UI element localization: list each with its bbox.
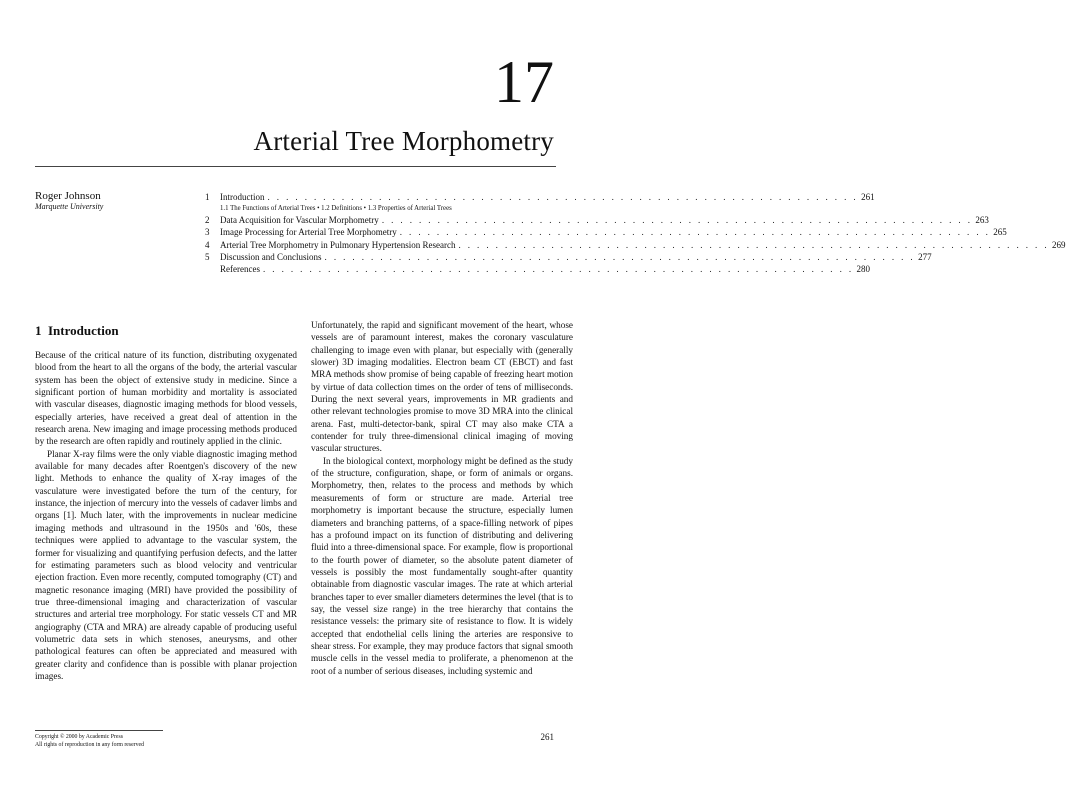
toc-leader-dots: . . . . . . . . . . . . . . . . . . . . . . . . . . . . . . . . . . . . . . . . . . . . . . . . . . . . . . . . . . . . . . . . bbox=[399, 227, 991, 238]
section-heading bbox=[35, 323, 297, 339]
toc-leader-dots: . . . . . . . . . . . . . . . . . . . . . . . . . . . . . . . . . . . . . . . . . . . . . . . . . . . . . . . . . . . . . . . . bbox=[458, 239, 1050, 250]
toc-entry-page: 265 bbox=[993, 227, 1007, 238]
toc-entry-number: 3 bbox=[205, 227, 210, 238]
author-affiliation: Marquette University bbox=[35, 202, 104, 211]
paragraph: Planar X-ray films were the only viable diagnostic imaging method available for many decades after Roentgen's discovery of the new light. Methods to enhance the quality of X-ray images of the vasculature were investigated before the turn of the century, for instance, the injection of mercury into the vessels of cadaver limbs and organs [1]. Much later, with the improvements in nuclear medicine imaging methods and ultrasound in the 1950s and '60s, these techniques were applied to advantage to the vascular system, the former for visualizing and quantifying perfusion defects, and the latter for estimating parameters such as blood velocity and ventricular ejection fraction. Even more recently, computed tomography (CT) and magnetic resonance imaging (MRI) have provided the possibility of true three-dimensional imaging and characterization of vascular structures and arterial tree morphology. For static vessels CT and MR angiography (CTA and MRA) are already capable of producing useful volumetric data sets in which stenoses, aneurysms, and other pathological features can often be appreciated and measured with greater clarity and confidence than is possible with planar projection images. bbox=[35, 448, 297, 681]
paragraph: In the biological context, morphology might be defined as the study of the structure, configuration, shape, or form of animals or organs. Morphometry, then, relates to the process and methods by which measurements of form or structure are made. Arterial tree morphometry is important because the structure, especially lumen diameters and branching patterns, of a space-filling network of pipes has a profound impact on its function of distributing and delivering fluid into a three-dimensional space. For example, flow is proportional to the fourth power of diameter, so the absolute patent diameter of vessels is possibly the most fundamentally sought-after quantity obtainable from diagnostic vascular images. The rate at which arterial branches taper to ever smaller diameters determines the level (that is to say, the vessel size range) in the tree hierarchy that contains the resistance vessels: the primary site of resistance to flow. It is widely accepted that endothelial cells lining the arteries are responsive to shear stress. For example, they may produce factors that signal smooth muscle cells in the vessel media to proliferate, a phenomenon at the root of a number of serious diseases, including systemic and bbox=[311, 455, 573, 676]
toc-entry bbox=[205, 239, 1066, 251]
table-of-contents bbox=[205, 191, 1066, 275]
toc-entry-label: Arterial Tree Morphometry in Pulmonary Hypertension Research bbox=[220, 239, 456, 250]
copyright-notice bbox=[35, 734, 144, 749]
toc-entry-label: Introduction bbox=[220, 192, 265, 202]
toc-leader-dots: . . . . . . . . . . . . . . . . . . . . . . . . . . . . . . . . . . . . . . . . . . . . . . . . . . . . . . . . . . . . . . . . bbox=[381, 215, 973, 226]
toc-entry-number: 4 bbox=[205, 239, 210, 250]
author-name: Roger Johnson bbox=[35, 190, 101, 202]
section-title: Introduction bbox=[48, 323, 119, 338]
toc-leader-dots: . . . . . . . . . . . . . . . . . . . . . . . . . . . . . . . . . . . . . . . . . . . . . . . . . . . . . . . . . . . . . . . . bbox=[324, 251, 916, 262]
rights-line: All rights of reproduction in any form reserved bbox=[35, 741, 144, 748]
toc-entry bbox=[205, 226, 1007, 238]
toc-entry bbox=[205, 214, 989, 226]
toc-entry-label: Image Processing for Arterial Tree Morphometry bbox=[220, 227, 397, 238]
toc-entry-page: 263 bbox=[975, 215, 989, 226]
toc-entry-page: 269 bbox=[1052, 239, 1066, 250]
author-block bbox=[35, 190, 103, 212]
toc-entry bbox=[205, 191, 875, 203]
toc-entry-label: Data Acquisition for Vascular Morphometry bbox=[220, 215, 379, 226]
toc-leader-dots: . . . . . . . . . . . . . . . . . . . . . . . . . . . . . . . . . . . . . . . . . . . . . . . . . . . . . . . . . . . . . . . . bbox=[267, 192, 859, 202]
toc-entry-label: References bbox=[220, 263, 260, 274]
chapter-title: Arterial Tree Morphometry bbox=[253, 126, 554, 156]
paragraph: Unfortunately, the rapid and significant movement of the heart, whose vessels are of paramount interest, makes the coronary vasculature challenging to image even with planar, but especially with (generally slower) 3D imaging modalities. Electron beam CT (EBCT) and fast MRA methods show promise of being capable of freezing heart motion by virtue of data collection times on the order of tens of milliseconds. During the next several years, improvements in MR gradients and other relevant technologies promise to move 3D MRA into the clinical arena. Fast, multi-detector-bank, spiral CT may also make CTA a contender for truly three-dimensional clinical imaging of moving vascular structures. bbox=[311, 320, 573, 454]
toc-entry-page: 261 bbox=[861, 192, 875, 202]
section-number: 1 bbox=[35, 323, 42, 338]
toc-entry-page: 277 bbox=[918, 251, 932, 262]
toc-leader-dots: . . . . . . . . . . . . . . . . . . . . . . . . . . . . . . . . . . . . . . . . . . . . . . . . . . . . . . . . . . . . . . . . bbox=[262, 263, 854, 274]
title-divider bbox=[35, 166, 556, 167]
body-column-right bbox=[311, 319, 573, 677]
toc-entry-number: 5 bbox=[205, 251, 210, 262]
toc-entry-number: 2 bbox=[205, 215, 210, 226]
toc-entry-label: Discussion and Conclusions bbox=[220, 251, 322, 262]
chapter-number: 17 bbox=[494, 49, 554, 115]
toc-subentries: 1.1 The Functions of Arterial Trees • 1.2 Definitions • 1.3 Properties of Arterial Trees bbox=[220, 205, 452, 213]
copyright-line: Copyright © 2000 by Academic Press bbox=[35, 734, 123, 740]
footer-divider bbox=[35, 730, 163, 731]
paragraph: Because of the critical nature of its function, distributing oxygenated blood from the heart to all the organs of the body, the arterial vascular system has been the object of extensive study in medicine. Since a significant portion of human morbidity and mortality is associated with vascular diseases, diagnostic imaging methods for blood vessels, especially arteries, have received a great deal of attention in the research arena. New imaging and image processing methods produced by the research are often rapidly and routinely applied in the clinic. bbox=[35, 350, 297, 447]
toc-entry-page: 280 bbox=[856, 263, 871, 274]
page-number: 261 bbox=[540, 732, 554, 742]
toc-entry bbox=[205, 263, 871, 275]
body-column-left bbox=[35, 320, 297, 682]
toc-entry bbox=[205, 251, 932, 263]
toc-entry-number: 1 bbox=[205, 192, 210, 202]
